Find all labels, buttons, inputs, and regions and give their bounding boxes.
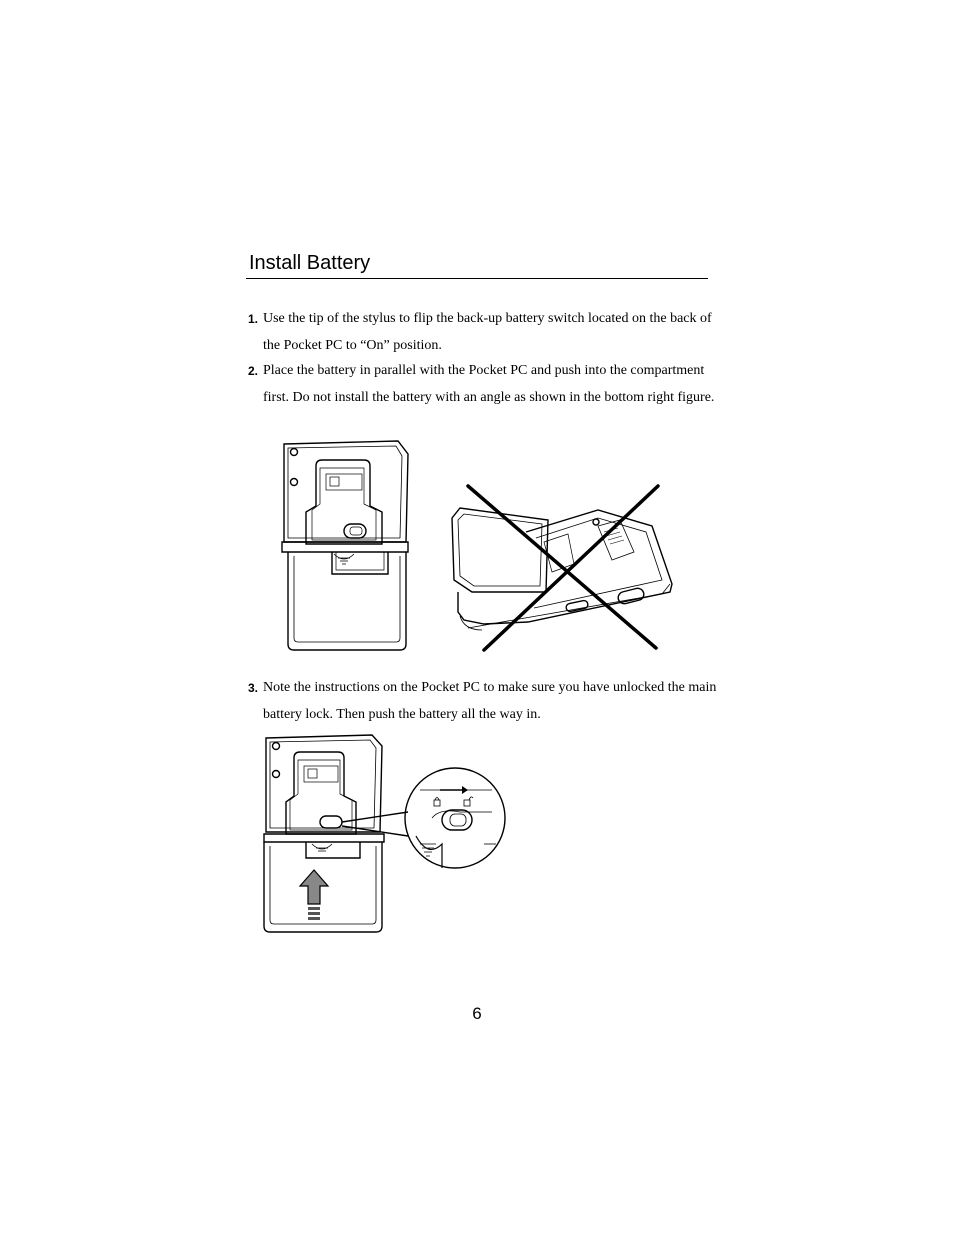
section-title: Install Battery xyxy=(249,252,371,274)
step-number: 1. xyxy=(248,312,259,326)
battery-angled-incorrect-figure xyxy=(448,480,680,652)
title-underline xyxy=(246,278,708,279)
battery-parallel-figure xyxy=(278,438,412,652)
step-number: 3. xyxy=(248,681,259,695)
step-text: Place the battery in parallel with the Pocket PC and push into the compartment first. Do not install the battery with an angle as shown in the bottom right figure. xyxy=(263,363,715,405)
step-number: 2. xyxy=(248,364,259,378)
page-number: 6 xyxy=(472,1004,482,1023)
step-3 xyxy=(248,675,718,728)
cross-mark-icon xyxy=(468,486,658,650)
step-1 xyxy=(248,306,718,359)
step-2 xyxy=(248,358,718,411)
step-text: Note the instructions on the Pocket PC to make sure you have unlocked the main battery lock. Then push the battery all the way in. xyxy=(263,680,717,722)
arrow-up-icon xyxy=(300,870,328,920)
battery-push-in-figure xyxy=(260,732,510,936)
step-text: Use the tip of the stylus to flip the back-up battery switch located on the back of the Pocket PC to “On” position. xyxy=(263,311,712,353)
arrow-right-icon xyxy=(440,786,468,794)
